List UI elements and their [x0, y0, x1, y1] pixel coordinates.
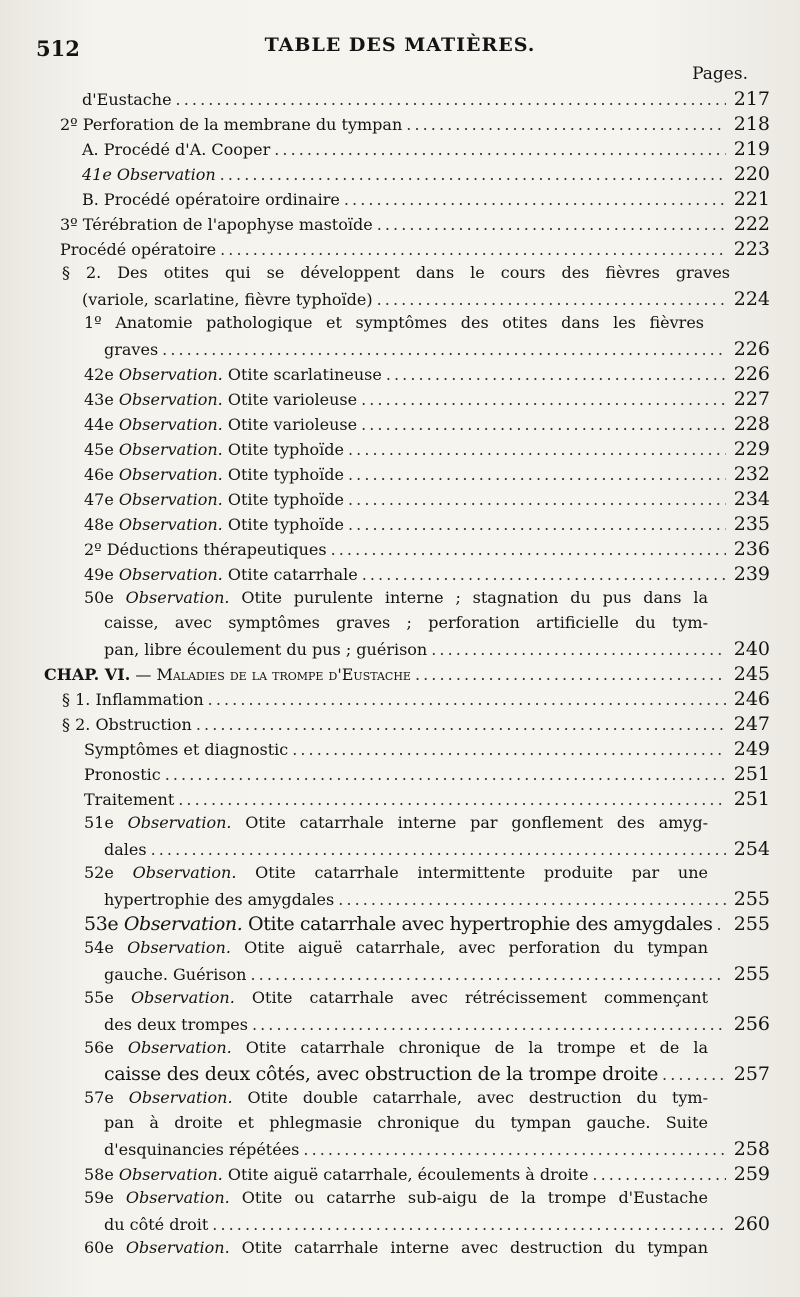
dot-leader: [212, 1215, 726, 1234]
toc-entry-line: [84, 1088, 708, 1107]
observation-label: Observation.: [125, 1238, 230, 1257]
entry-page: 257: [733, 1063, 770, 1085]
observation-number: 50e: [84, 588, 114, 607]
entry-title: [84, 988, 708, 1007]
observation-number: 58e: [84, 1165, 114, 1184]
entry-title-continued: pan, libre écoulement du pus ; guérison: [104, 640, 428, 659]
observation-title: Otite aiguë catarrhale, avec perforation du tympan: [244, 938, 708, 957]
observation-number: 44e: [84, 415, 114, 434]
entry-page: 249: [733, 738, 770, 760]
toc-entry: [84, 763, 770, 785]
dot-leader: [361, 415, 726, 434]
observation-number: 42e: [84, 365, 114, 384]
toc-entry: [84, 438, 770, 460]
dot-leader: [348, 490, 726, 509]
dot-leader: [196, 715, 726, 734]
observation-label: Observation.: [118, 1165, 223, 1184]
dot-leader: [361, 390, 726, 409]
toc-entry: [84, 413, 770, 435]
dot-leader: [220, 240, 726, 259]
observation-label: Observation.: [118, 490, 223, 509]
observation-title: Otite typhoïde: [227, 465, 344, 484]
entry-page: 218: [733, 113, 770, 135]
entry-title-continued: hypertrophie des amygdales: [104, 890, 335, 909]
toc-entry: [104, 1213, 770, 1235]
dot-leader: [362, 565, 726, 584]
chapter-heading: [44, 663, 770, 685]
entry-page: 228: [733, 413, 770, 435]
entry-page: 226: [733, 338, 770, 360]
entry-title: d'Eustache: [82, 90, 172, 109]
observation-title: Otite catarrhale: [227, 565, 358, 584]
observation-title: Otite catarrhale intermittente produite par une: [255, 863, 709, 882]
observation-label: Observation.: [127, 1038, 232, 1057]
dot-leader: [344, 190, 726, 209]
entry-title: [84, 938, 708, 957]
entry-page: 239: [733, 563, 770, 585]
dot-leader: [348, 515, 726, 534]
entry-title-continued: gauche. Guérison: [104, 965, 247, 984]
chapter-title: [44, 665, 411, 684]
toc-entry: [60, 213, 770, 235]
observation-title: Otite varioleuse: [227, 390, 358, 409]
dot-leader: [292, 740, 726, 759]
toc-entry-line: [84, 588, 708, 607]
dot-leader: [220, 165, 726, 184]
entry-page: 229: [733, 438, 770, 460]
toc-entry-line: [84, 938, 708, 957]
dot-leader: [348, 465, 726, 484]
entry-title: [84, 440, 344, 459]
entry-page: 258: [733, 1138, 770, 1160]
entry-title: 2º Déductions thérapeutiques: [84, 540, 327, 559]
entry-page: 236: [733, 538, 770, 560]
dot-leader: [338, 890, 726, 909]
entry-page: 221: [733, 188, 770, 210]
entry-title: Symptômes et diagnostic: [84, 740, 289, 759]
toc-entry-line: [84, 813, 708, 832]
entry-title: [84, 490, 344, 509]
observation-title: Otite double catarrhale, avec destruction du tym-: [247, 1088, 708, 1107]
entry-page: 234: [733, 488, 770, 510]
dot-leader: [662, 1065, 726, 1084]
observation-label: Observation.: [118, 390, 223, 409]
entry-title-continued: du côté droit: [104, 1215, 209, 1234]
observation-number: 49e: [84, 565, 114, 584]
observation-label: Observation.: [127, 938, 231, 957]
entry-title: [84, 1088, 708, 1107]
observation-number: 57e: [84, 1088, 114, 1107]
dot-leader: [386, 365, 726, 384]
dot-leader: [250, 965, 726, 984]
entry-title: [84, 465, 344, 484]
observation-label: Observation.: [118, 415, 223, 434]
dot-leader: [303, 1140, 726, 1159]
entry-page: 245: [733, 663, 770, 685]
entry-page: 251: [733, 763, 770, 785]
dot-leader: [592, 1165, 726, 1184]
observation-number: 54e: [84, 938, 114, 957]
toc-entry-line: [84, 1038, 708, 1057]
entry-page: 254: [733, 838, 770, 860]
entry-page: 255: [733, 963, 770, 985]
observation-number: 59e: [84, 1188, 114, 1207]
entry-title: 1º Anatomie pathologique et symptômes des otites dans les fièvres: [84, 313, 704, 332]
toc-entry-line: [84, 863, 708, 882]
observation-title: Otite purulente interne ; stagnation du pus dans la: [241, 588, 709, 607]
entry-title: Procédé opératoire: [60, 240, 217, 259]
dot-leader: [331, 540, 726, 559]
toc-entry: [82, 138, 770, 160]
entry-title: [84, 588, 708, 607]
page-number: 512: [36, 36, 80, 61]
dot-leader: [406, 115, 726, 134]
dot-leader: [377, 215, 726, 234]
entry-page: 240: [733, 638, 770, 660]
entry-title: B. Procédé opératoire ordinaire: [82, 190, 340, 209]
observation-title: Otite catarrhale avec hypertrophie des amygdales: [248, 913, 713, 935]
entry-page: 255: [733, 913, 770, 935]
toc-entry: [84, 513, 770, 535]
toc-entry-line: [104, 613, 708, 632]
entry-title: 41e Observation: [82, 165, 216, 184]
entry-title-continued: d'esquinancies répétées: [104, 1140, 300, 1159]
entry-title: [84, 1188, 708, 1207]
entry-title-continued: caisse, avec symptômes graves ; perforation artificielle du tym-: [104, 613, 708, 632]
toc-entry: [84, 463, 770, 485]
toc-entry: [60, 238, 770, 260]
pages-column-label: Pages.: [692, 64, 748, 84]
entry-page: 227: [733, 388, 770, 410]
toc-entry-line: [84, 313, 704, 332]
entry-page: 220: [733, 163, 770, 185]
entry-title-continued: graves: [104, 340, 159, 359]
observation-label: Observation.: [123, 913, 243, 935]
toc-entry-line: [104, 1113, 708, 1132]
entry-page: 232: [733, 463, 770, 485]
observation-title: Otite typhoïde: [227, 515, 344, 534]
entry-title-continued: des deux trompes: [104, 1015, 248, 1034]
toc-entry: [62, 713, 770, 735]
entry-title: [84, 863, 708, 882]
toc-entry: [82, 288, 770, 310]
entry-page: 259: [733, 1163, 770, 1185]
entry-title: Pronostic: [84, 765, 161, 784]
entry-title: 3º Térébration de l'apophyse mastoïde: [60, 215, 373, 234]
toc-entry: [104, 838, 770, 860]
toc-entry: [104, 338, 770, 360]
entry-title: 2º Perforation de la membrane du tympan: [60, 115, 403, 134]
observation-number: 53e: [84, 913, 119, 935]
entry-title: § 2. Des otites qui se développent dans le cours des fièvres graves: [62, 263, 730, 282]
toc-entry: [84, 738, 770, 760]
observation-number: 56e: [84, 1038, 114, 1057]
entry-title: [84, 515, 344, 534]
observation-label: Observation.: [128, 1088, 233, 1107]
toc-entry: [84, 563, 770, 585]
observation-number: 45e: [84, 440, 114, 459]
dot-leader: [716, 915, 726, 934]
observation-number: 47e: [84, 490, 114, 509]
toc-entry: [62, 688, 770, 710]
entry-title-continued: (variole, scarlatine, fièvre typhoïde): [82, 290, 373, 309]
entry-title: [84, 913, 712, 935]
toc-entry: [104, 1138, 770, 1160]
entry-title: [84, 415, 357, 434]
dot-leader: [431, 640, 726, 659]
entry-title: [84, 365, 382, 384]
entry-title: A. Procédé d'A. Cooper: [82, 140, 271, 159]
dot-leader: [162, 340, 726, 359]
observation-title: Otite catarrhale interne par gonflement des amyg-: [245, 813, 708, 832]
entry-title: [84, 1238, 708, 1257]
toc-entry: [84, 363, 770, 385]
observation-title: Otite varioleuse: [227, 415, 358, 434]
entry-title: § 1. Inflammation: [62, 690, 204, 709]
entry-page: 226: [733, 363, 770, 385]
dot-leader: [274, 140, 726, 159]
toc-entry: [84, 788, 770, 810]
entry-title: [84, 1038, 708, 1057]
entry-page: 256: [733, 1013, 770, 1035]
toc-entry: [84, 388, 770, 410]
entry-page: 217: [733, 88, 770, 110]
dot-leader: [151, 840, 726, 859]
toc-entry: [104, 1063, 770, 1085]
observation-label: Observation.: [132, 863, 237, 882]
entry-page: 255: [733, 888, 770, 910]
observation-label: Observation.: [118, 465, 223, 484]
toc-entry: [82, 88, 770, 110]
entry-title: Traitement: [84, 790, 175, 809]
observation-label: Observation.: [125, 588, 230, 607]
dot-leader: [178, 790, 726, 809]
observation-number: 43e: [84, 390, 114, 409]
toc-entry-line: [62, 263, 730, 282]
observation-title: Otite typhoïde: [227, 490, 344, 509]
entry-title-continued: pan à droite et phlegmasie chronique du tympan gauche. Suite: [104, 1113, 708, 1132]
toc-entry: [82, 163, 770, 185]
observation-label: Observation.: [125, 1188, 230, 1207]
toc-entry: [104, 1013, 770, 1035]
dot-leader: [415, 665, 726, 684]
entry-page: 247: [733, 713, 770, 735]
toc-entry: [82, 188, 770, 210]
entry-page: 224: [733, 288, 770, 310]
entry-title: [84, 1165, 588, 1184]
toc-entry-line: [84, 988, 708, 1007]
observation-title: Otite catarrhale interne avec destruction du tympan: [241, 1238, 709, 1257]
toc-entry: [60, 113, 770, 135]
observation-number: 46e: [84, 465, 114, 484]
observation-label: Observation.: [118, 440, 223, 459]
entry-page: 246: [733, 688, 770, 710]
observation-number: 60e: [84, 1238, 114, 1257]
toc-entry: [84, 488, 770, 510]
observation-title: Otite aiguë catarrhale, écoulements à droite: [227, 1165, 589, 1184]
toc-entry-line: [84, 1238, 708, 1257]
entry-page: 251: [733, 788, 770, 810]
dot-leader: [252, 1015, 726, 1034]
observation-title: Otite scarlatineuse: [227, 365, 382, 384]
entry-page: 235: [733, 513, 770, 535]
observation-title: Otite catarrhale avec rétrécissement commençant: [251, 988, 709, 1007]
observation-number: 55e: [84, 988, 114, 1007]
toc-entry: [84, 1163, 770, 1185]
dot-leader: [165, 765, 726, 784]
chapter-number: CHAP. VI.: [44, 665, 131, 684]
entry-title: [84, 390, 357, 409]
entry-page: 222: [733, 213, 770, 235]
running-title: TABLE DES MATIÈRES.: [264, 34, 536, 56]
dot-leader: [208, 690, 726, 709]
entry-title-continued: caisse des deux côtés, avec obstruction de la trompe droite: [104, 1063, 659, 1085]
toc-entry: [104, 888, 770, 910]
observation-number: 52e: [84, 863, 114, 882]
entry-page: 223: [733, 238, 770, 260]
entry-title: [84, 565, 358, 584]
observation-title: Otite catarrhale chronique de la trompe et de la: [245, 1038, 709, 1057]
toc-entry: [104, 963, 770, 985]
observation-label: Observation.: [118, 565, 223, 584]
observation-title: Otite typhoïde: [227, 440, 344, 459]
observation-label: Observation.: [118, 515, 223, 534]
observation-number: 48e: [84, 515, 114, 534]
page-header: [0, 30, 800, 60]
observation-title: Otite ou catarrhe sub-aigu de la trompe d'Eustache: [241, 1188, 708, 1207]
observation-label: Observation.: [127, 813, 232, 832]
toc-entry: [84, 913, 770, 935]
toc-entry-line: [84, 1188, 708, 1207]
observation-number: 51e: [84, 813, 114, 832]
toc-entry: [104, 638, 770, 660]
observation-label: Observation.: [130, 988, 235, 1007]
entry-title: [84, 813, 708, 832]
entry-page: 219: [733, 138, 770, 160]
observation-label: Observation.: [118, 365, 223, 384]
dot-leader: [176, 90, 726, 109]
chapter-name: — Maladies de la trompe d'Eustache: [135, 665, 411, 684]
dot-leader: [377, 290, 726, 309]
entry-title: § 2. Obstruction: [62, 715, 192, 734]
dot-leader: [348, 440, 726, 459]
toc-entry: [84, 538, 770, 560]
entry-page: 260: [733, 1213, 770, 1235]
entry-title-continued: dales: [104, 840, 147, 859]
